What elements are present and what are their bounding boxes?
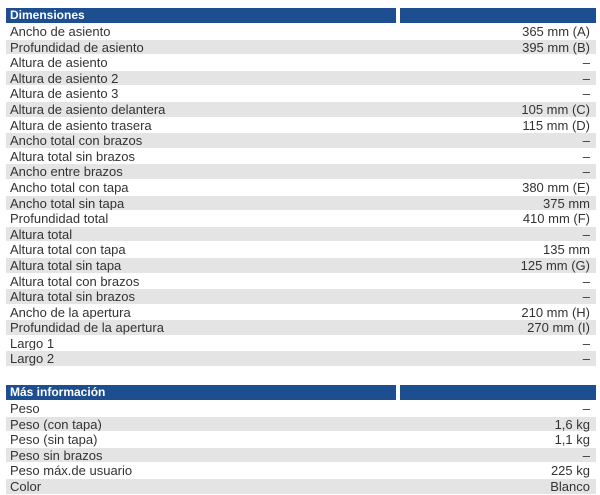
row-value: 225 kg bbox=[550, 463, 590, 479]
table-row bbox=[6, 448, 596, 464]
row-value: – bbox=[582, 55, 590, 71]
table-row bbox=[6, 118, 596, 134]
dimensions-section bbox=[6, 8, 596, 367]
row-value: – bbox=[582, 351, 590, 367]
row-value: – bbox=[582, 447, 590, 463]
row-label: Altura de asiento 3 bbox=[10, 86, 119, 101]
table-row bbox=[6, 274, 596, 290]
row-value: – bbox=[582, 70, 590, 86]
row-label: Altura total con brazos bbox=[10, 273, 140, 289]
row-label: Altura total sin brazos bbox=[10, 289, 136, 304]
table-row bbox=[6, 102, 596, 118]
table-row bbox=[6, 164, 596, 180]
table-row bbox=[6, 40, 596, 56]
row-label: Peso (con tapa) bbox=[10, 416, 102, 432]
table-row bbox=[6, 227, 596, 243]
row-label: Profundidad de asiento bbox=[10, 39, 144, 55]
table-row bbox=[6, 55, 596, 71]
dimensions-header-bar bbox=[400, 8, 596, 23]
row-label: Ancho de asiento bbox=[10, 24, 111, 39]
row-value: 135 mm bbox=[543, 242, 590, 258]
table-row bbox=[6, 289, 596, 305]
row-label: Altura de asiento delantera bbox=[10, 101, 166, 117]
row-label: Largo 2 bbox=[10, 351, 55, 367]
row-value: 1,6 kg bbox=[554, 416, 590, 432]
row-label: Peso (sin tapa) bbox=[10, 432, 98, 447]
row-value: 125 mm (G) bbox=[520, 257, 590, 273]
row-value: 395 mm (B) bbox=[522, 39, 590, 55]
row-value: 410 mm (F) bbox=[522, 211, 590, 227]
row-value: 115 mm (D) bbox=[522, 117, 590, 133]
row-label: Altura de asiento bbox=[10, 55, 108, 70]
more-info-section bbox=[6, 385, 596, 495]
row-label: Peso máx.de usuario bbox=[10, 463, 133, 478]
row-label: Color bbox=[10, 478, 42, 494]
table-row bbox=[6, 180, 596, 196]
row-label: Ancho total con brazos bbox=[10, 133, 143, 148]
row-label: Altura total sin tapa bbox=[10, 257, 122, 273]
row-value: – bbox=[582, 148, 590, 164]
row-label: Profundidad de la apertura bbox=[10, 320, 164, 335]
more-info-title: Más información bbox=[6, 385, 396, 400]
table-row bbox=[6, 351, 596, 367]
table-row bbox=[6, 24, 596, 40]
table-row bbox=[6, 258, 596, 274]
row-label: Peso sin brazos bbox=[10, 447, 103, 463]
table-row bbox=[6, 479, 596, 495]
dimensions-rows bbox=[6, 24, 596, 367]
row-value: – bbox=[582, 401, 590, 416]
table-row bbox=[6, 242, 596, 258]
row-value: – bbox=[582, 164, 590, 180]
more-info-rows bbox=[6, 401, 596, 495]
row-value: 105 mm (C) bbox=[521, 101, 590, 117]
row-label: Ancho total sin tapa bbox=[10, 195, 125, 211]
row-value: 365 mm (A) bbox=[522, 24, 590, 39]
table-row bbox=[6, 320, 596, 336]
more-info-header bbox=[6, 385, 596, 400]
row-label: Largo 1 bbox=[10, 335, 55, 351]
row-value: 375 mm bbox=[543, 195, 590, 211]
row-value: – bbox=[582, 335, 590, 351]
row-label: Ancho total con tapa bbox=[10, 179, 129, 195]
table-row bbox=[6, 463, 596, 479]
row-value: 270 mm (I) bbox=[527, 320, 590, 336]
table-row bbox=[6, 336, 596, 352]
table-row bbox=[6, 86, 596, 102]
row-label: Altura total sin brazos bbox=[10, 148, 136, 164]
row-label: Ancho de la apertura bbox=[10, 304, 131, 320]
table-row bbox=[6, 417, 596, 433]
row-value: – bbox=[582, 226, 590, 242]
row-label: Altura de asiento trasera bbox=[10, 117, 152, 133]
row-value: 1,1 kg bbox=[554, 432, 590, 448]
table-row bbox=[6, 196, 596, 212]
table-row bbox=[6, 401, 596, 417]
row-label: Ancho entre brazos bbox=[10, 164, 123, 179]
row-value: Blanco bbox=[550, 478, 590, 494]
row-label: Altura total bbox=[10, 226, 73, 242]
table-row bbox=[6, 432, 596, 448]
table-row bbox=[6, 133, 596, 149]
row-value: – bbox=[582, 86, 590, 102]
table-row bbox=[6, 211, 596, 227]
dimensions-title: Dimensiones bbox=[6, 8, 396, 23]
more-info-header-bar bbox=[400, 385, 596, 400]
row-value: 380 mm (E) bbox=[522, 179, 590, 195]
row-label: Altura de asiento 2 bbox=[10, 70, 119, 86]
row-value: – bbox=[582, 289, 590, 305]
row-value: 210 mm (H) bbox=[521, 304, 590, 320]
row-value: – bbox=[582, 273, 590, 289]
table-row bbox=[6, 305, 596, 321]
dimensions-header bbox=[6, 8, 596, 23]
table-row bbox=[6, 71, 596, 87]
table-row bbox=[6, 149, 596, 165]
row-label: Peso bbox=[10, 401, 40, 416]
row-value: – bbox=[582, 133, 590, 149]
row-label: Altura total con tapa bbox=[10, 242, 126, 257]
row-label: Profundidad total bbox=[10, 211, 109, 226]
